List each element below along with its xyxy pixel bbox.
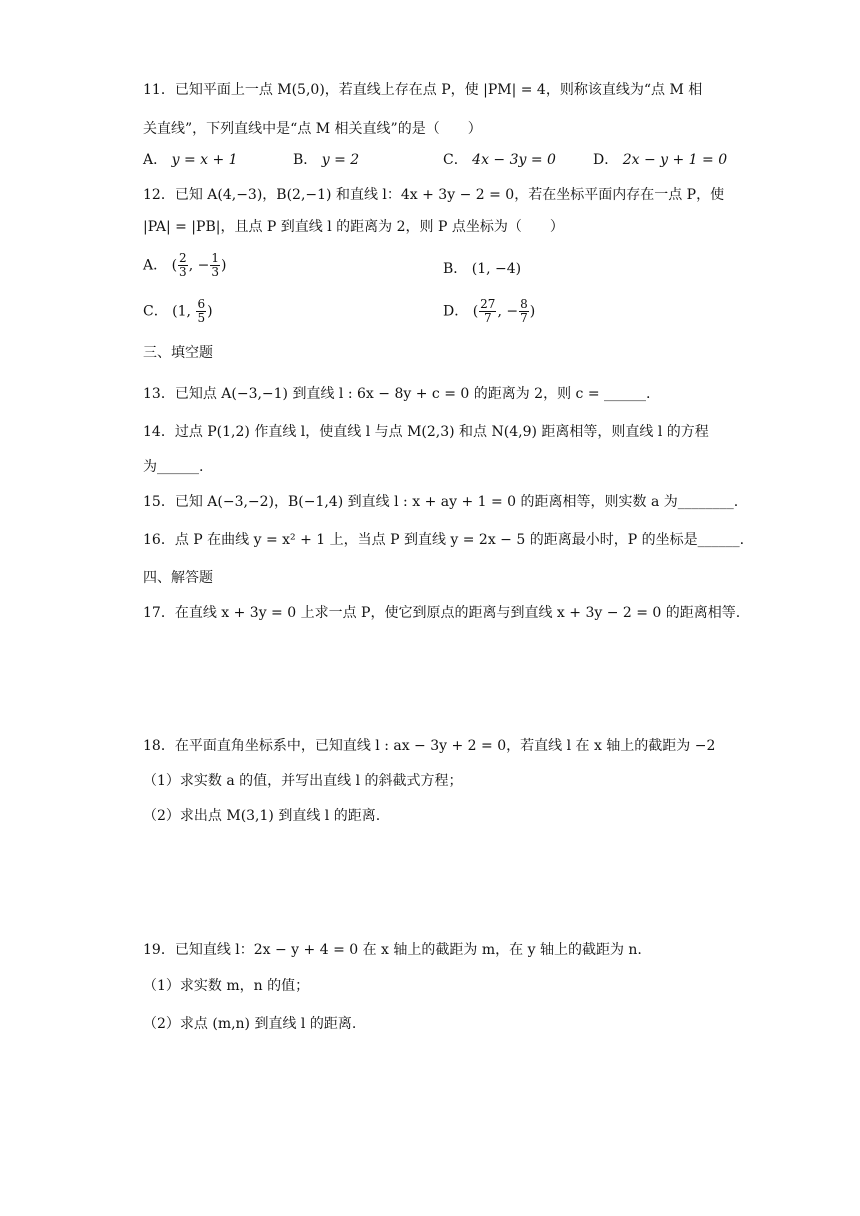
paren-close: ) <box>207 303 213 320</box>
q12-option-c <box>143 298 213 325</box>
paren-close: ) <box>529 303 536 320</box>
denominator: 7 <box>520 311 528 325</box>
q17-text: 17．在直线 x + 3y = 0 上求一点 P，使它到原点的距离与到直线 x + 3y − 2 = 0 的距离相等. <box>143 605 741 621</box>
q19-part2: （2）求点 (m,n) 到直线 l 的距离. <box>143 1016 357 1032</box>
numerator: 27 <box>480 297 496 311</box>
numerator: 2 <box>179 251 187 265</box>
q19-part1: （1）求实数 m，n 的值； <box>143 978 310 994</box>
q13-text: 13．已知点 A(−3,−1) 到直线 l : 6x − 8y + c = 0 的距离为 2，则 c = ______. <box>143 386 651 402</box>
option-label: C． <box>443 152 468 168</box>
option-text: 4x − 3y = 0 <box>472 152 556 168</box>
section-fill-in-heading: 三、填空题 <box>143 345 213 361</box>
q19-stem: 19．已知直线 l：2x − y + 4 = 0 在 x 轴上的截距为 m，在 y 轴上的截距为 n. <box>143 942 642 958</box>
separator: , − <box>188 257 210 274</box>
option-label: A． <box>143 152 168 168</box>
q15-text: 15．已知 A(−3,−2)，B(−1,4) 到直线 l : x + ay + 1 = 0 的距离相等，则实数 a 为________. <box>143 494 739 510</box>
q14-stem-line2: 为______. <box>143 459 204 475</box>
q11-option-a <box>143 150 238 170</box>
option-text: y = 2 <box>321 152 360 168</box>
q12-stem-line1: 12．已知 A(4,−3)，B(2,−1) 和直线 l：4x + 3y − 2 = 0，若在坐标平面内存在一点 P，使 <box>143 187 725 203</box>
q12-option-d <box>443 298 535 325</box>
numerator: 6 <box>197 297 206 311</box>
fraction <box>519 298 529 325</box>
q11-stem-line1: 11．已知平面上一点 M(5,0)，若直线上存在点 P，使 |PM| = 4，则称该直线为“点 M 相 <box>143 82 703 98</box>
paren-open: ( <box>171 257 178 274</box>
q16-text: 16．点 P 在曲线 y = x² + 1 上，当点 P 到直线 y = 2x − 5 的距离最小时，P 的坐标是______. <box>143 532 745 548</box>
paren-close: ) <box>220 257 227 274</box>
numerator: 1 <box>211 251 219 265</box>
q12-option-b <box>443 259 521 279</box>
fraction <box>479 298 496 325</box>
q18-part2: （2）求出点 M(3,1) 到直线 l 的距离. <box>143 808 381 824</box>
option-label: B． <box>443 261 468 277</box>
separator: , − <box>497 303 519 320</box>
option-label: A． <box>143 257 168 274</box>
option-text: y = x + 1 <box>171 152 238 168</box>
q11-option-d <box>593 150 727 170</box>
denominator: 3 <box>179 265 187 279</box>
option-label: C． <box>143 303 168 320</box>
option-text: (1, −4) <box>471 261 522 277</box>
q12-option-a <box>143 252 226 279</box>
denominator: 5 <box>197 311 206 325</box>
fraction <box>210 252 220 279</box>
q11-option-b <box>293 150 359 170</box>
section-answer-heading: 四、解答题 <box>143 570 213 586</box>
option-label: D． <box>443 303 469 320</box>
q14-stem-line1: 14．过点 P(1,2) 作直线 l，使直线 l 与点 M(2,3) 和点 N(4,9) 距离相等，则直线 l 的方程 <box>143 424 709 440</box>
option-label: B． <box>293 152 318 168</box>
q18-part1: （1）求实数 a 的值，并写出直线 l 的斜截式方程； <box>143 773 463 789</box>
q11-option-c <box>443 150 556 170</box>
numerator: 8 <box>520 297 528 311</box>
paren-open: ( <box>472 303 479 320</box>
q12-stem-line2: |PA| = |PB|，且点 P 到直线 l 的距离为 2，则 P 点坐标为（ ） <box>143 219 564 235</box>
q11-stem-line2: 关直线”，下列直线中是“点 M 相关直线”的是（ ） <box>143 121 482 137</box>
q18-stem: 18．在平面直角坐标系中，已知直线 l : ax − 3y + 2 = 0，若直线 l 在 x 轴上的截距为 −2 <box>143 738 716 754</box>
fraction <box>178 252 188 279</box>
denominator: 3 <box>211 265 219 279</box>
option-text: 2x − y + 1 = 0 <box>622 152 728 168</box>
fraction <box>196 298 206 325</box>
denominator: 7 <box>483 311 492 325</box>
option-label: D． <box>593 152 619 168</box>
paren-open: (1, <box>172 303 196 320</box>
